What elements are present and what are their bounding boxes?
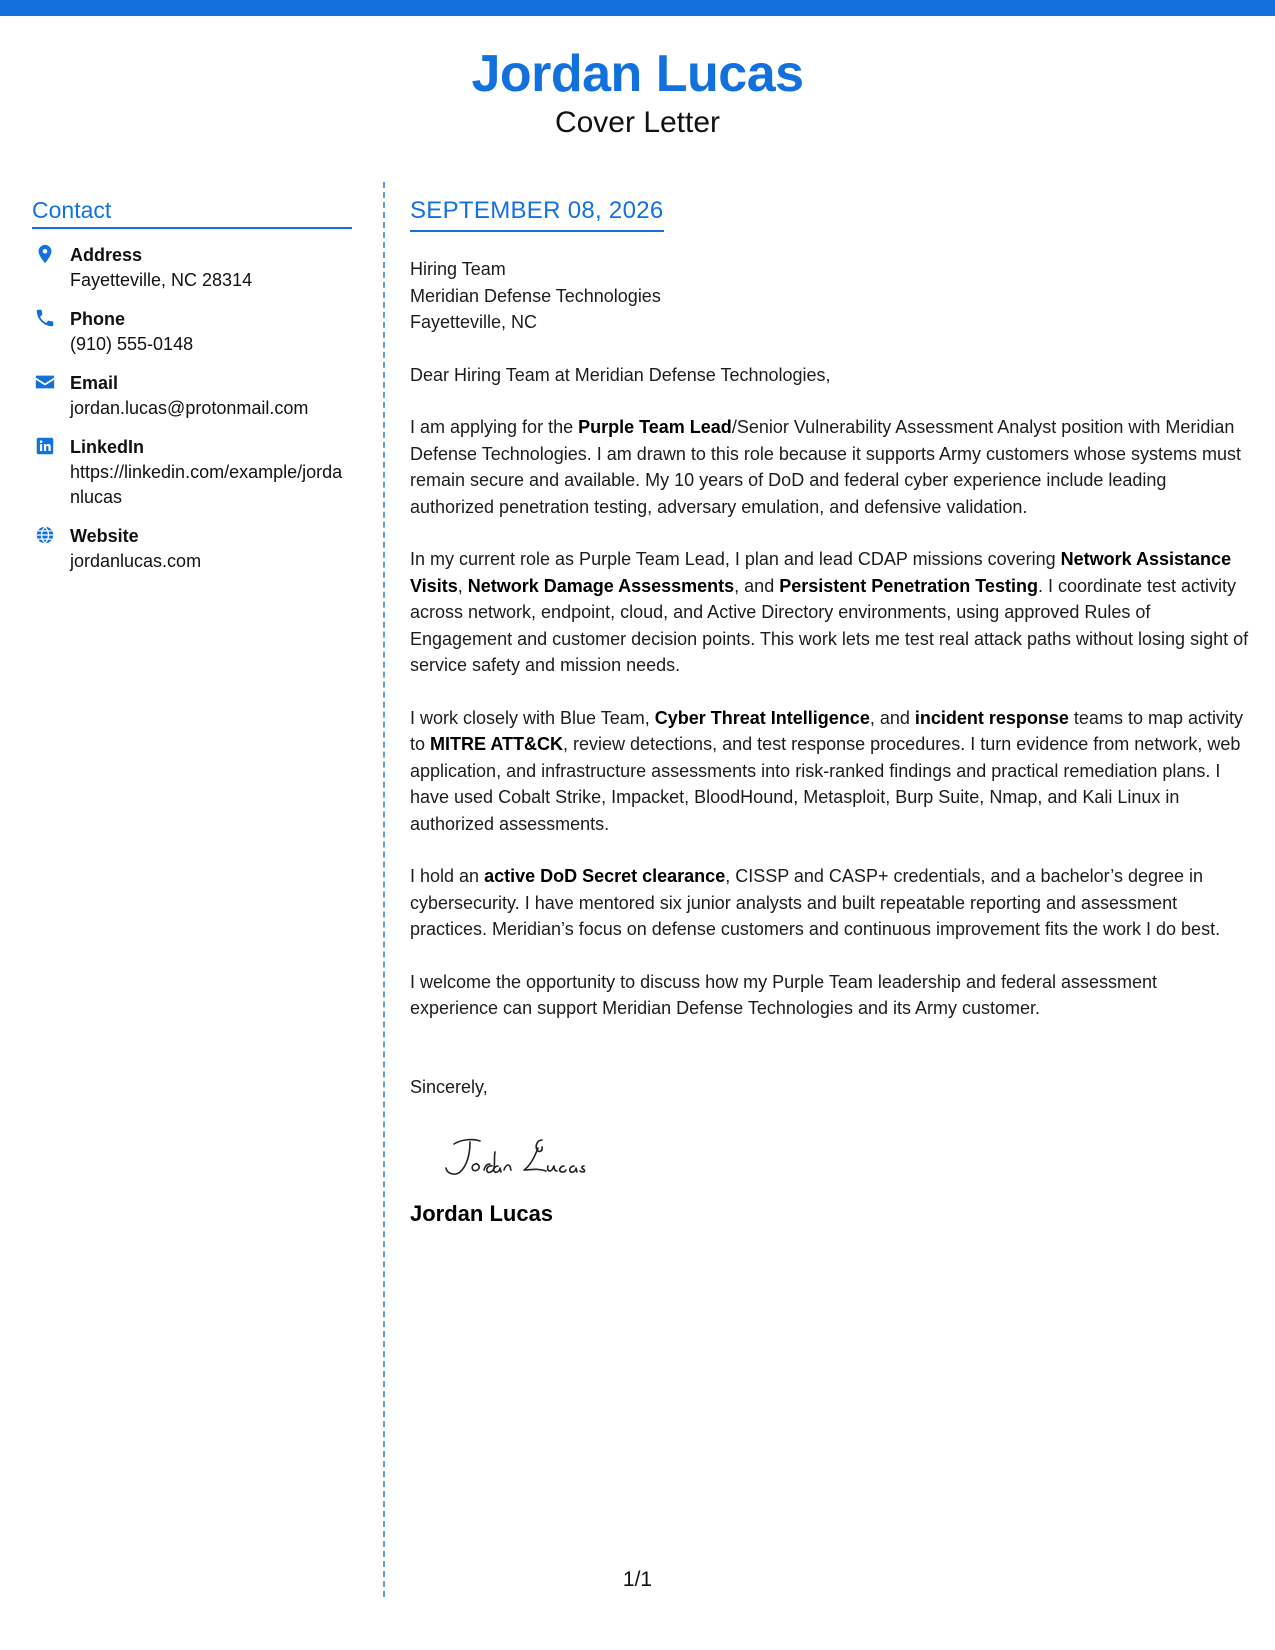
page-header	[0, 40, 1275, 142]
top-accent-bar	[0, 0, 1275, 16]
contact-sidebar	[32, 196, 352, 588]
closing: Sincerely,	[410, 1076, 488, 1097]
contact-label: Phone	[70, 309, 126, 329]
contact-item-address	[32, 243, 352, 293]
contact-item-linkedin	[32, 435, 352, 510]
applicant-name: Jordan Lucas	[471, 45, 804, 103]
document-subtitle: Cover Letter	[554, 106, 721, 139]
contact-value[interactable]: jordan.lucas@protonmail.com	[70, 398, 309, 418]
map-pin-icon	[34, 243, 56, 265]
contact-label: LinkedIn	[70, 437, 145, 457]
contact-value[interactable]: jordanlucas.com	[70, 551, 202, 571]
page-number: 1/1	[622, 1568, 653, 1591]
handwritten-signature	[432, 1122, 672, 1192]
phone-icon	[34, 307, 56, 329]
greeting: Dear Hiring Team at Meridian Defense Technologies,	[410, 364, 831, 385]
contact-value: Fayetteville, NC 28314	[70, 270, 253, 290]
paragraph-2: In my current role as Purple Team Lead, I plan and lead CDAP missions covering Network Assistance Visits, Network Damage Assessments, and Persistent Penetration Testing. I coordinate test activity across network, endpoint, cloud, and Active Directory environments, using approved Rules of Engagement and customer decision points. This work lets me test real attack paths without losing sight of service safety and mission needs.	[410, 549, 1249, 675]
contact-label: Address	[70, 245, 143, 265]
contact-item-email	[32, 371, 352, 421]
paragraph-4: I hold an active DoD Secret clearance, CISSP and CASP+ credentials, and a bachelor’s degree in cybersecurity. I have mentored six junior analysts and built repeatable reporting and assessment practices. Meridian’s focus on defense customers and continuous improvement fits the work I do best.	[410, 866, 1221, 939]
contact-item-phone	[32, 307, 352, 357]
paragraph-1: I am applying for the Purple Team Lead/Senior Vulnerability Assessment Analyst position with Meridian Defense Technologies. I am drawn to this role because it supports Army customers whose systems must remain secure and available. My 10 years of DoD and federal cyber experience include leading authorized penetration testing, adversary emulation, and defensive validation.	[410, 417, 1242, 517]
paragraph-3: I work closely with Blue Team, Cyber Threat Intelligence, and incident response teams to map activity to MITRE ATT&CK, review detections, and test response procedures. I turn evidence from network, web application, and infrastructure assessments into risk-ranked findings and practical remediation plans. I have used Cobalt Strike, Impacket, BloodHound, Metasploit, Burp Suite, Nmap, and Kali Linux in authorized assessments.	[410, 707, 1243, 834]
contact-label: Email	[70, 373, 119, 393]
contact-value[interactable]: (910) 555-0148	[70, 334, 194, 354]
letter-date: SEPTEMBER 08, 2026	[410, 196, 664, 232]
contact-value[interactable]: https://linkedin.com/example/jordanlucas	[70, 462, 343, 507]
recipient-line: Fayetteville, NC	[410, 312, 538, 332]
recipient-line: Meridian Defense Technologies	[410, 285, 661, 306]
paragraph-5: I welcome the opportunity to discuss how my Purple Team leadership and federal assessment experience can support Meridian Defense Technologies and its Army customer.	[410, 971, 1158, 1018]
recipient-line: Hiring Team	[410, 259, 506, 279]
signer-name: Jordan Lucas	[410, 1200, 554, 1226]
column-divider	[383, 182, 385, 1597]
globe-icon	[34, 524, 56, 546]
contact-item-website	[32, 524, 352, 574]
envelope-icon	[34, 371, 56, 393]
letter-body	[410, 196, 1250, 1228]
recipient-block	[410, 256, 1250, 336]
contact-label: Website	[70, 526, 139, 546]
linkedin-icon	[34, 435, 56, 457]
contact-list	[32, 243, 352, 574]
contact-heading: Contact	[32, 196, 352, 229]
